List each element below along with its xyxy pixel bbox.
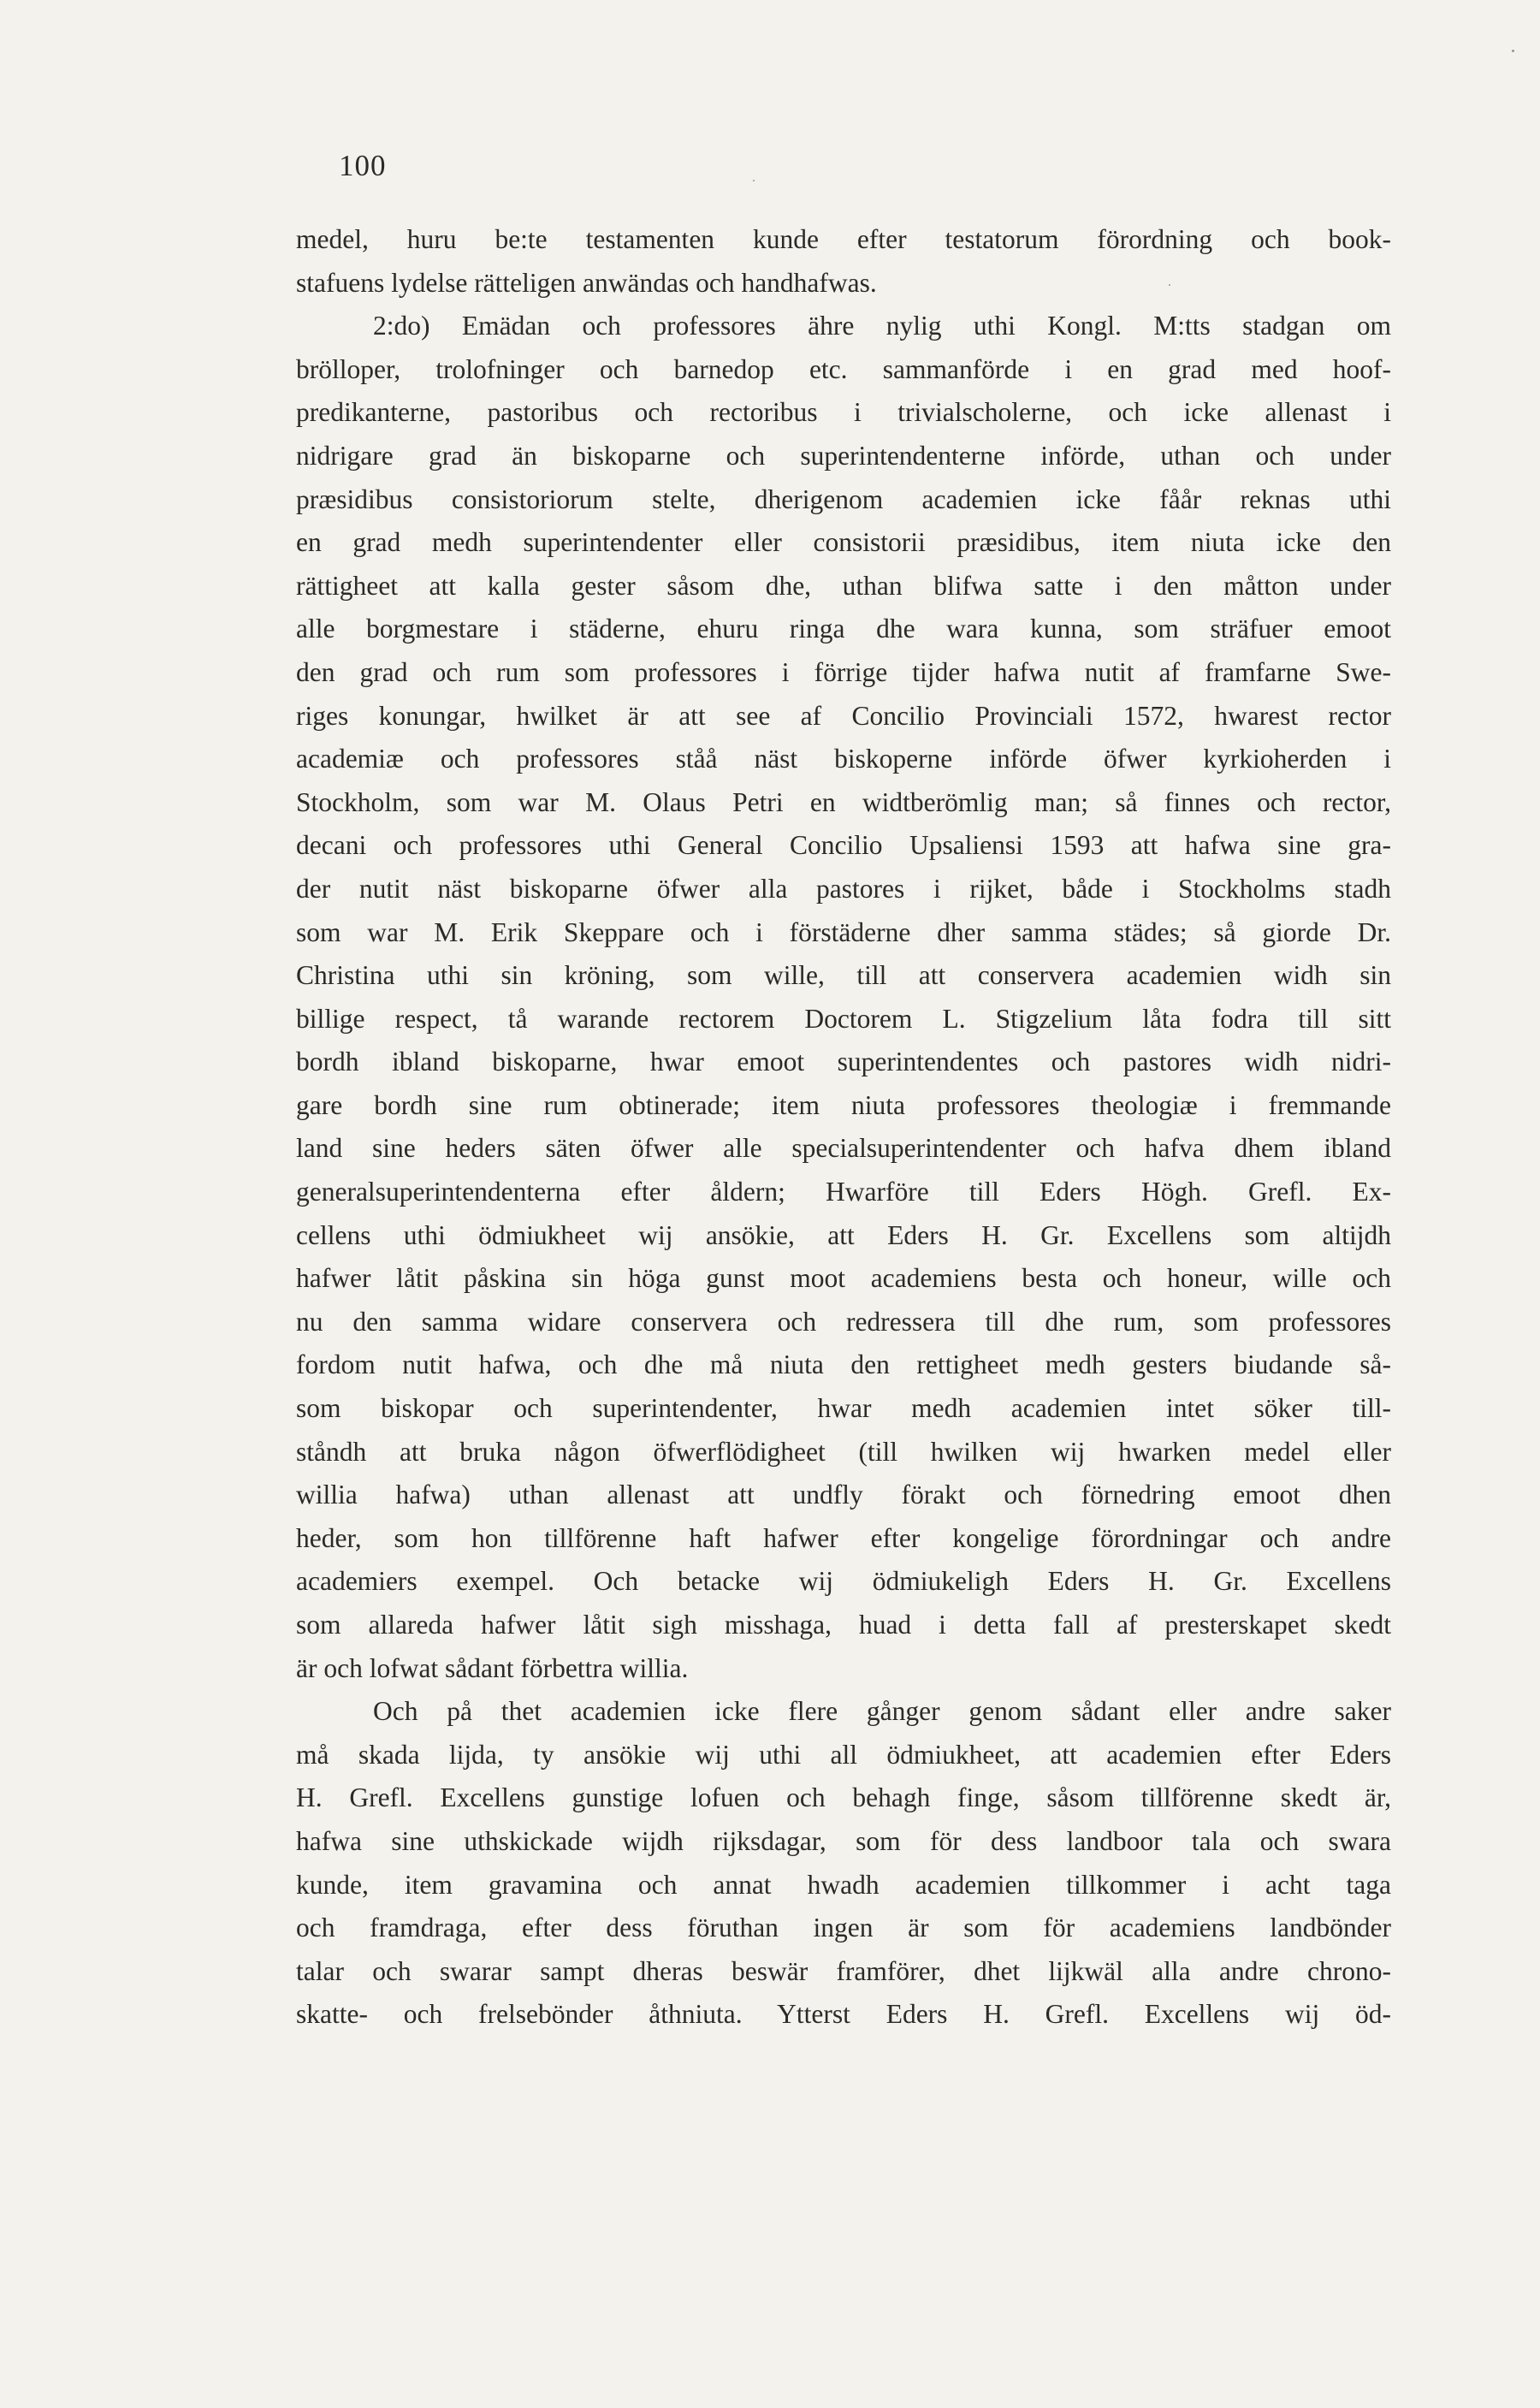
- text-line: heder, som hon tillförenne haft hafwer efter kongelige förordningar och andre: [296, 1522, 1391, 1553]
- scan-speck: [1512, 50, 1514, 52]
- text-line: är och lofwat sådant förbettra willia.: [296, 1652, 689, 1683]
- text-line: riges konungar, hwilket är att see af Concilio Provinciali 1572, hwarest rector: [296, 700, 1391, 731]
- text-line: ståndh att bruka någon öfwerflödigheet (till hwilken wij hwarken medel eller: [296, 1436, 1391, 1467]
- text-lines: [296, 218, 1391, 2037]
- text-line: en grad medh superintendenter eller consistorii præsidibus, item niuta icke den: [296, 527, 1391, 558]
- text-line: skatte- och frelsebönder åthniuta. Ytterst Eders H. Grefl. Excellens wij öd-: [296, 1999, 1391, 2030]
- text-line: nu den samma widare conservera och redressera till dhe rum, som professores: [296, 1306, 1391, 1337]
- text-line: bordh ibland biskoparne, hwar emoot superintendentes och pastores widh nidri-: [296, 1047, 1391, 1077]
- text-line: den grad och rum som professores i förrige tijder hafwa nutit af framfarne Swe-: [296, 656, 1391, 687]
- text-line: rättigheet att kalla gester såsom dhe, uthan blifwa satte i den måtton under: [296, 570, 1391, 601]
- text-line: talar och swarar sampt dheras beswär framförer, dhet lijkwäl alla andre chrono-: [296, 1955, 1391, 1986]
- text-line: hafwa sine uthskickade wijdh rijksdagar, som för dess landboor tala och swara: [296, 1825, 1391, 1856]
- text-line: fordom nutit hafwa, och dhe må niuta den rettigheet medh gesters biudande så-: [296, 1349, 1391, 1380]
- text-line: willia hafwa) uthan allenast att undfly förakt och förnedring emoot dhen: [296, 1480, 1391, 1510]
- text-line: gare bordh sine rum obtinerade; item niuta professores theologiæ i fremmande: [296, 1089, 1391, 1120]
- text-line: kunde, item gravamina och annat hwadh academien tillkommer i acht taga: [296, 1869, 1391, 1900]
- text-line: som allareda hafwer låtit sigh misshaga, huad i detta fall af presterskapet skedt: [296, 1610, 1391, 1640]
- body-text: [296, 218, 1391, 2037]
- text-line: H. Grefl. Excellens gunstige lofuen och behagh finge, såsom tillförenne skedt är,: [296, 1782, 1391, 1813]
- text-line: billige respect, tå warande rectorem Doctorem L. Stigzelium låta fodra till sitt: [296, 1003, 1391, 1034]
- text-line: land sine heders säten öfwer alle specialsuperintendenter och hafva dhem ibland: [296, 1133, 1391, 1164]
- text-line: der nutit näst biskoparne öfwer alla pastores i rijket, både i Stockholms stadh: [296, 873, 1391, 904]
- text-line: må skada lijda, ty ansökie wij uthi all ödmiukheet, att academien efter Eders: [296, 1739, 1391, 1770]
- text-line: præsidibus consistoriorum stelte, dherigenom academien icke fåår reknas uthi: [296, 483, 1391, 514]
- text-line: Och på thet academien icke flere gånger genom sådant eller andre saker: [373, 1696, 1391, 1727]
- text-line: predikanterne, pastoribus och rectoribus i trivialscholerne, och icke allenast i: [296, 397, 1391, 428]
- text-line: 2:do) Emädan och professores ähre nylig uthi Kongl. M:tts stadgan om: [373, 311, 1391, 341]
- text-line: hafwer låtit påskina sin höga gunst moot academiens besta och honeur, wille och: [296, 1263, 1391, 1294]
- text-line: som biskopar och superintendenter, hwar medh academien intet söker till-: [296, 1393, 1391, 1424]
- text-line: medel, huru be:te testamenten kunde efter testatorum förordning och book-: [296, 224, 1391, 254]
- text-line: brölloper, trolofninger och barnedop etc. sammanförde i en grad med hoof-: [296, 353, 1391, 384]
- text-line: academiers exempel. Och betacke wij ödmiukeligh Eders H. Gr. Excellens: [296, 1566, 1391, 1597]
- text-line: nidrigare grad än biskoparne och superintendenterne införde, uthan och under: [296, 440, 1391, 471]
- text-line: generalsuperintendenterna efter åldern; Hwarföre till Eders Högh. Grefl. Ex-: [296, 1177, 1391, 1207]
- text-line: alle borgmestare i städerne, ehuru ringa dhe wara kunna, som sträfuer emoot: [296, 614, 1391, 644]
- text-line: Christina uthi sin kröning, som wille, till att conservera academien widh sin: [296, 960, 1391, 991]
- text-line: stafuens lydelse rätteligen anwändas och handhafwas.: [296, 267, 877, 298]
- text-line: Stockholm, som war M. Olaus Petri en widtberömlig man; så finnes och rector,: [296, 786, 1391, 817]
- scan-speck: [1169, 284, 1170, 286]
- text-line: academiæ och professores ståå näst biskoperne införde öfwer kyrkioherden i: [296, 744, 1391, 774]
- scan-speck: [753, 180, 755, 181]
- page-number: 100: [339, 149, 387, 182]
- text-line: decani och professores uthi General Concilio Upsaliensi 1593 att hafwa sine gra-: [296, 830, 1391, 861]
- text-line: cellens uthi ödmiukheet wij ansökie, att Eders H. Gr. Excellens som altijdh: [296, 1219, 1391, 1250]
- text-line: och framdraga, efter dess föruthan ingen är som för academiens landbönder: [296, 1913, 1391, 1943]
- text-line: som war M. Erik Skeppare och i förstäderne dher samma städes; så giorde Dr.: [296, 916, 1391, 947]
